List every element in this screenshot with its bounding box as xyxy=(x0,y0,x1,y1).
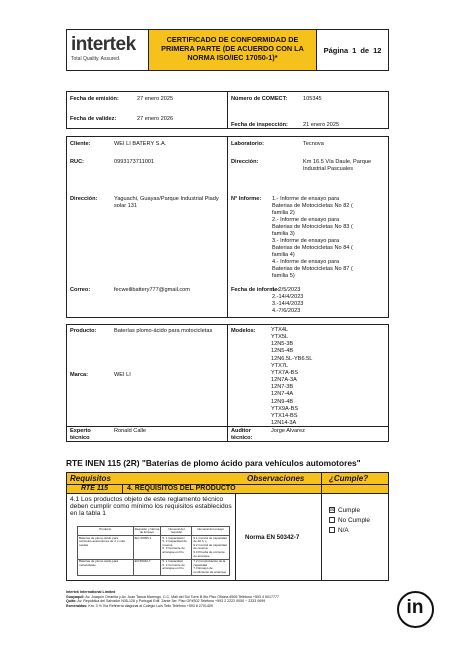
col-cumple: ¿Cumple? xyxy=(329,474,369,483)
intertek-logo xyxy=(67,30,149,70)
auditor-label: Auditor técnico: xyxy=(231,428,253,441)
cliente-value: WEI LI BATERY S.A. xyxy=(114,141,167,147)
ruc-value: 0993173711001 xyxy=(114,159,155,165)
logo-wordmark: intertek xyxy=(71,34,136,55)
mini-header: Producto xyxy=(78,527,134,536)
numero-value: 105345 xyxy=(303,96,322,102)
section-title: RTE INEN 115 (2R) "Baterías de plomo ácido para vehículos automotores" xyxy=(66,458,361,468)
info-table xyxy=(66,91,389,129)
table-row xyxy=(78,559,230,575)
validez-label: Fecha de validez: xyxy=(70,116,117,122)
mini-cell: Baterías de plomo ácido para vehículos automotores de 4 o más ruedas xyxy=(78,536,134,560)
table-row xyxy=(78,536,230,560)
option-cumple-label: Cumple xyxy=(338,507,361,514)
norma-label: Norma EN 50342-7 xyxy=(245,534,300,541)
informe-value: 1.- Informe de ensayo para Baterias de Motocicletas No 82 ( familia 2) 2.- Informe de ensayo para Baterias de Motocicletas No 83 ( familia 3) 3.- Informe de ensayo para Baterias de Motocicletas No 84 ( familia 4) 4.- Informe de ensayo para Baterias de Motocicletas No 87 ( familia 5) xyxy=(272,196,353,279)
mini-header: Requisito y Norma de Ensayo xyxy=(134,526,160,535)
mini-cell: 9.1 Control de capacidad de 20 h, c 9.2 Control de capacidad de reserva 9.3 Prueba de corriente de arranque xyxy=(192,536,230,560)
marca-label: Marca: xyxy=(70,372,89,378)
experto-value: Ronald Calle xyxy=(114,428,147,434)
footer-line-quito: Quito: Av. República del Salvador N35-126 y Portugal Edif. Zante 3er. Piso OF#302 Teléfono +593 2 2222 0050 ~ 2333 0699 xyxy=(66,599,266,604)
marca-value: WEI LI xyxy=(114,372,131,378)
mini-cell: 5. 1 Capacidad 5. 2 Corriente de arranque en frío xyxy=(161,559,192,575)
lab-value: Tecnova xyxy=(303,141,324,147)
page-total: 12 xyxy=(373,45,382,55)
lab-label: Laboratorio: xyxy=(231,141,264,147)
option-na[interactable] xyxy=(329,527,349,534)
direccion-label: Dirección: xyxy=(70,196,98,202)
page-number: 1 xyxy=(352,45,357,55)
requirements-subtitle: 4. REQUISITOS DEL PRODUCTO xyxy=(127,485,236,492)
numero-label: Número de COMECT: xyxy=(231,96,288,102)
footer xyxy=(66,590,396,608)
fecha-informe-value: 1.-2/5/2023 2.-14/4/2023 3.-14/4/2023 4.-7/6/2023 xyxy=(272,287,304,314)
mini-header: Numeral del requisito xyxy=(161,527,192,536)
checkbox-empty-icon[interactable] xyxy=(329,517,335,523)
col-observaciones: Observaciones xyxy=(247,474,305,483)
producto-label: Producto: xyxy=(70,328,97,334)
emision-label: Fecha de emisión: xyxy=(70,96,119,102)
footer-line-esmeraldas: Esmeraldas: Km. 3 ½ Vía Refinería diagonal al Colegio Luis Tello Teléfono +593 6 2701409 xyxy=(66,603,213,608)
logo-tagline: Total Quality. Assured. xyxy=(71,56,121,62)
certificate-header xyxy=(66,29,389,71)
requirements-table xyxy=(66,472,389,581)
page-label: Página xyxy=(323,45,349,55)
fecha-informe-label: Fecha de informe: xyxy=(231,287,280,293)
seal-letters: in xyxy=(406,597,424,618)
inspeccion-label: Fecha de inspección: xyxy=(231,122,288,128)
correo-value: fecweilibattery777@gmail.com xyxy=(114,287,190,293)
rte-code: RTE 115 xyxy=(67,485,123,493)
mini-cell: EN 50342-7 xyxy=(133,559,161,575)
intertek-seal-icon xyxy=(397,591,434,628)
inspeccion-value: 21 enero 2025 xyxy=(303,122,340,128)
col-requisitos: Requisitos xyxy=(70,474,111,483)
option-no-cumple-label: No Cumple xyxy=(338,517,370,524)
mini-cell: IEC 60095-1 xyxy=(133,536,161,560)
client-table xyxy=(66,136,389,318)
page-of: de xyxy=(360,45,370,55)
requirements-mini-table xyxy=(77,526,230,576)
checkbox-checked-icon[interactable]: ☒ xyxy=(330,507,335,514)
emision-value: 27 enero 2025 xyxy=(137,96,174,102)
option-no-cumple[interactable] xyxy=(329,517,370,524)
requirements-header xyxy=(67,473,388,485)
option-na-label: N/A xyxy=(338,527,349,534)
ruc-label: RUC: xyxy=(70,159,84,165)
product-table xyxy=(66,324,389,442)
validez-value: 27 enero 2026 xyxy=(137,116,174,122)
footer-line-guayaquil: Guayaquil: Av. Joaquín Orrantia y Av. Juan Tanca Marengo, C.C. Mall del Sol Torre B 5to Piso Oficina #505 Teléfono +593 4 5017777 xyxy=(66,594,280,599)
requirements-subheader xyxy=(67,485,388,494)
mini-header: Numeral del ensayo xyxy=(192,527,230,536)
producto-value: Baterías plomo-ácido para motocicletas xyxy=(114,328,213,334)
certificate-title: CERTIFICADO DE CONFORMIDAD DE PRIMERA PARTE (DE ACUERDO CON LA NORMA ISO/IEC 17050-1)* xyxy=(149,30,317,70)
mini-cell: 7.2 Comprobación de la capacidad 7.3 Ensayo de rendimiento de arranque xyxy=(192,559,230,575)
cliente-label: Cliente: xyxy=(70,141,91,147)
mini-cell: 5. 1 Capacidad c 5. 2 Capacidad de reserva 5. 3 Corriente de arranque en frío xyxy=(161,536,192,560)
direccion-value: Yaguachi, Guayas/Parque Industrial Piady solar 131 xyxy=(114,196,219,209)
lab-direccion-value: Km 16.5 Vía Daule, Parque Industrial Pascuales xyxy=(303,159,372,172)
page-indicator xyxy=(317,30,388,70)
option-cumple[interactable] xyxy=(329,507,360,514)
checkbox-empty-icon[interactable] xyxy=(329,527,335,533)
footer-company: Intertek International Limited xyxy=(66,590,116,594)
auditor-value: Jorge Alvarez xyxy=(271,428,305,434)
correo-label: Correo: xyxy=(70,287,91,293)
mini-cell: Baterías de plomo ácido para motocicletas xyxy=(78,559,134,575)
requirement-text: 4.1 Los productos objeto de este reglamento técnico deben cumplir como mínimo los requisitos establecidos en la tabla 1 xyxy=(70,496,232,518)
modelos-label: Modelos: xyxy=(231,328,256,334)
experto-label: Experto técnico xyxy=(70,428,91,441)
informe-label: N° Informe: xyxy=(231,196,262,202)
modelos-value: YTX4L YTX5L 12N5-3B 12N5-4B 12N6.5L-YB6.5L YTX7L YTX7A-BS 12N7A-3A 12N7-3B 12N7-4A 12N9-4B YTX9A-BS YTX14-BS 12N14-3A xyxy=(271,327,313,427)
lab-direccion-label: Dirección: xyxy=(231,159,259,165)
